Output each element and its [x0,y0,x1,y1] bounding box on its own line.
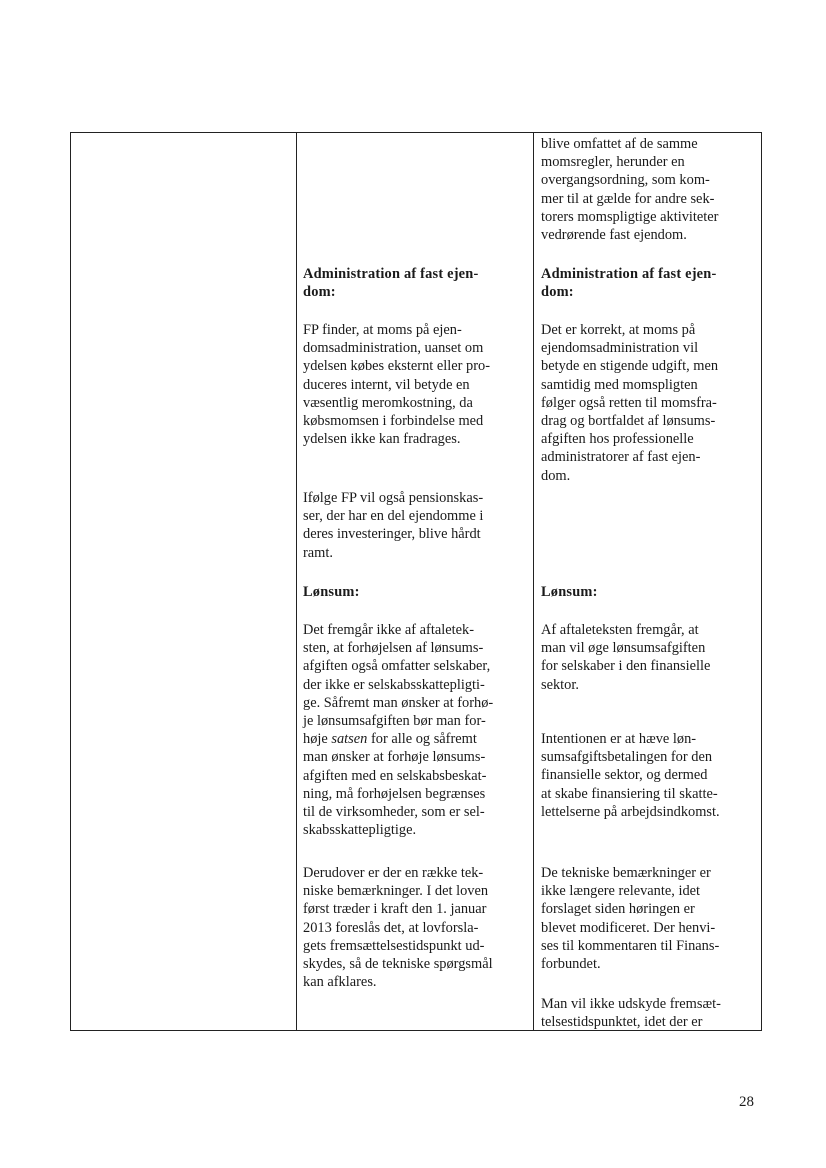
response-table [70,132,762,1031]
right-paragraph: Man vil ikke udskyde fremsæt- telsestidspunktet, idet der er [541,996,721,1031]
column-divider [533,133,534,1030]
section-heading-administration: Administration af fast ejen- dom: [303,266,479,301]
right-paragraph: Intentionen er at hæve løn- sumsafgiftsbetalingen for den finansielle sektor, og dermed at skabe finansiering til skatte- lettelserne på arbejdsindkomst. [541,731,720,820]
right-paragraph: Det er korrekt, at moms på ejendomsadministration vil betyde en stigende udgift, men samtidig med momspligten følger også retten til momsfra- drag og bortfaldet af lønsums- afgiften hos professionelle administratorer af fast ejen- dom. [541,322,719,484]
paragraph-text: Det fremgår ikke af aftaletek- sten, at forhøjelsen af lønsums- afgiften også omfatter selskaber, der ikke er selskabsskattepligti- ge. Såfremt man ønsker at forhø- je lønsumsafgiften bør man for- høje [303,622,494,748]
right-paragraph: Af aftaleteksten fremgår, at man vil øge lønsumsafgiften for selskaber i den finansielle sektor. [541,622,711,693]
section-heading-lonsum: Lønsum: [303,584,360,600]
middle-paragraph: Ifølge FP vil også pensionskas- ser, der har en del ejendomme i deres investeringer, blive hårdt ramt. [303,490,484,561]
column-divider [296,133,297,1030]
middle-paragraph: FP finder, at moms på ejen- domsadministration, uanset om ydelsen købes eksternt eller pro- duceres internt, vil betyde en væsentlig meromkostning, da købsmomsen i forbindelse med ydelsen ikke kan fradrages. [303,322,491,448]
page-number: 28 [739,1094,754,1110]
middle-paragraph [303,621,493,839]
paragraph-text: for alle og såfremt man ønsker at forhøje lønsums- afgiften med en selskabsbeskat- ning, må forhøjelsen begrænses til de virksomheder, som er sel- skabsskattepligtige. [303,731,487,839]
right-paragraph: De tekniske bemærkninger er ikke længere relevante, idet forslaget siden høringen er blevet modificeret. Der henvi- ses til kommentaren til Finans- forbundet. [541,865,720,973]
right-paragraph: blive omfattet af de samme momsregler, herunder en overgangsordning, som kom- mer til at gælde for andre sek- torers momspligtige aktiviteter vedrørende fast ejendom. [541,136,719,244]
section-heading-administration: Administration af fast ejen- dom: [541,266,717,301]
middle-paragraph: Derudover er der en række tek- niske bemærkninger. I det loven først træder i kraft den 1. januar 2013 foreslås det, at lovforsla- gets fremsættelsestidspunkt ud- skydes, så de tekniske spørgsmål kan afklares. [303,865,493,991]
section-heading-lonsum: Lønsum: [541,584,598,600]
emphasized-word: satsen [331,731,368,748]
